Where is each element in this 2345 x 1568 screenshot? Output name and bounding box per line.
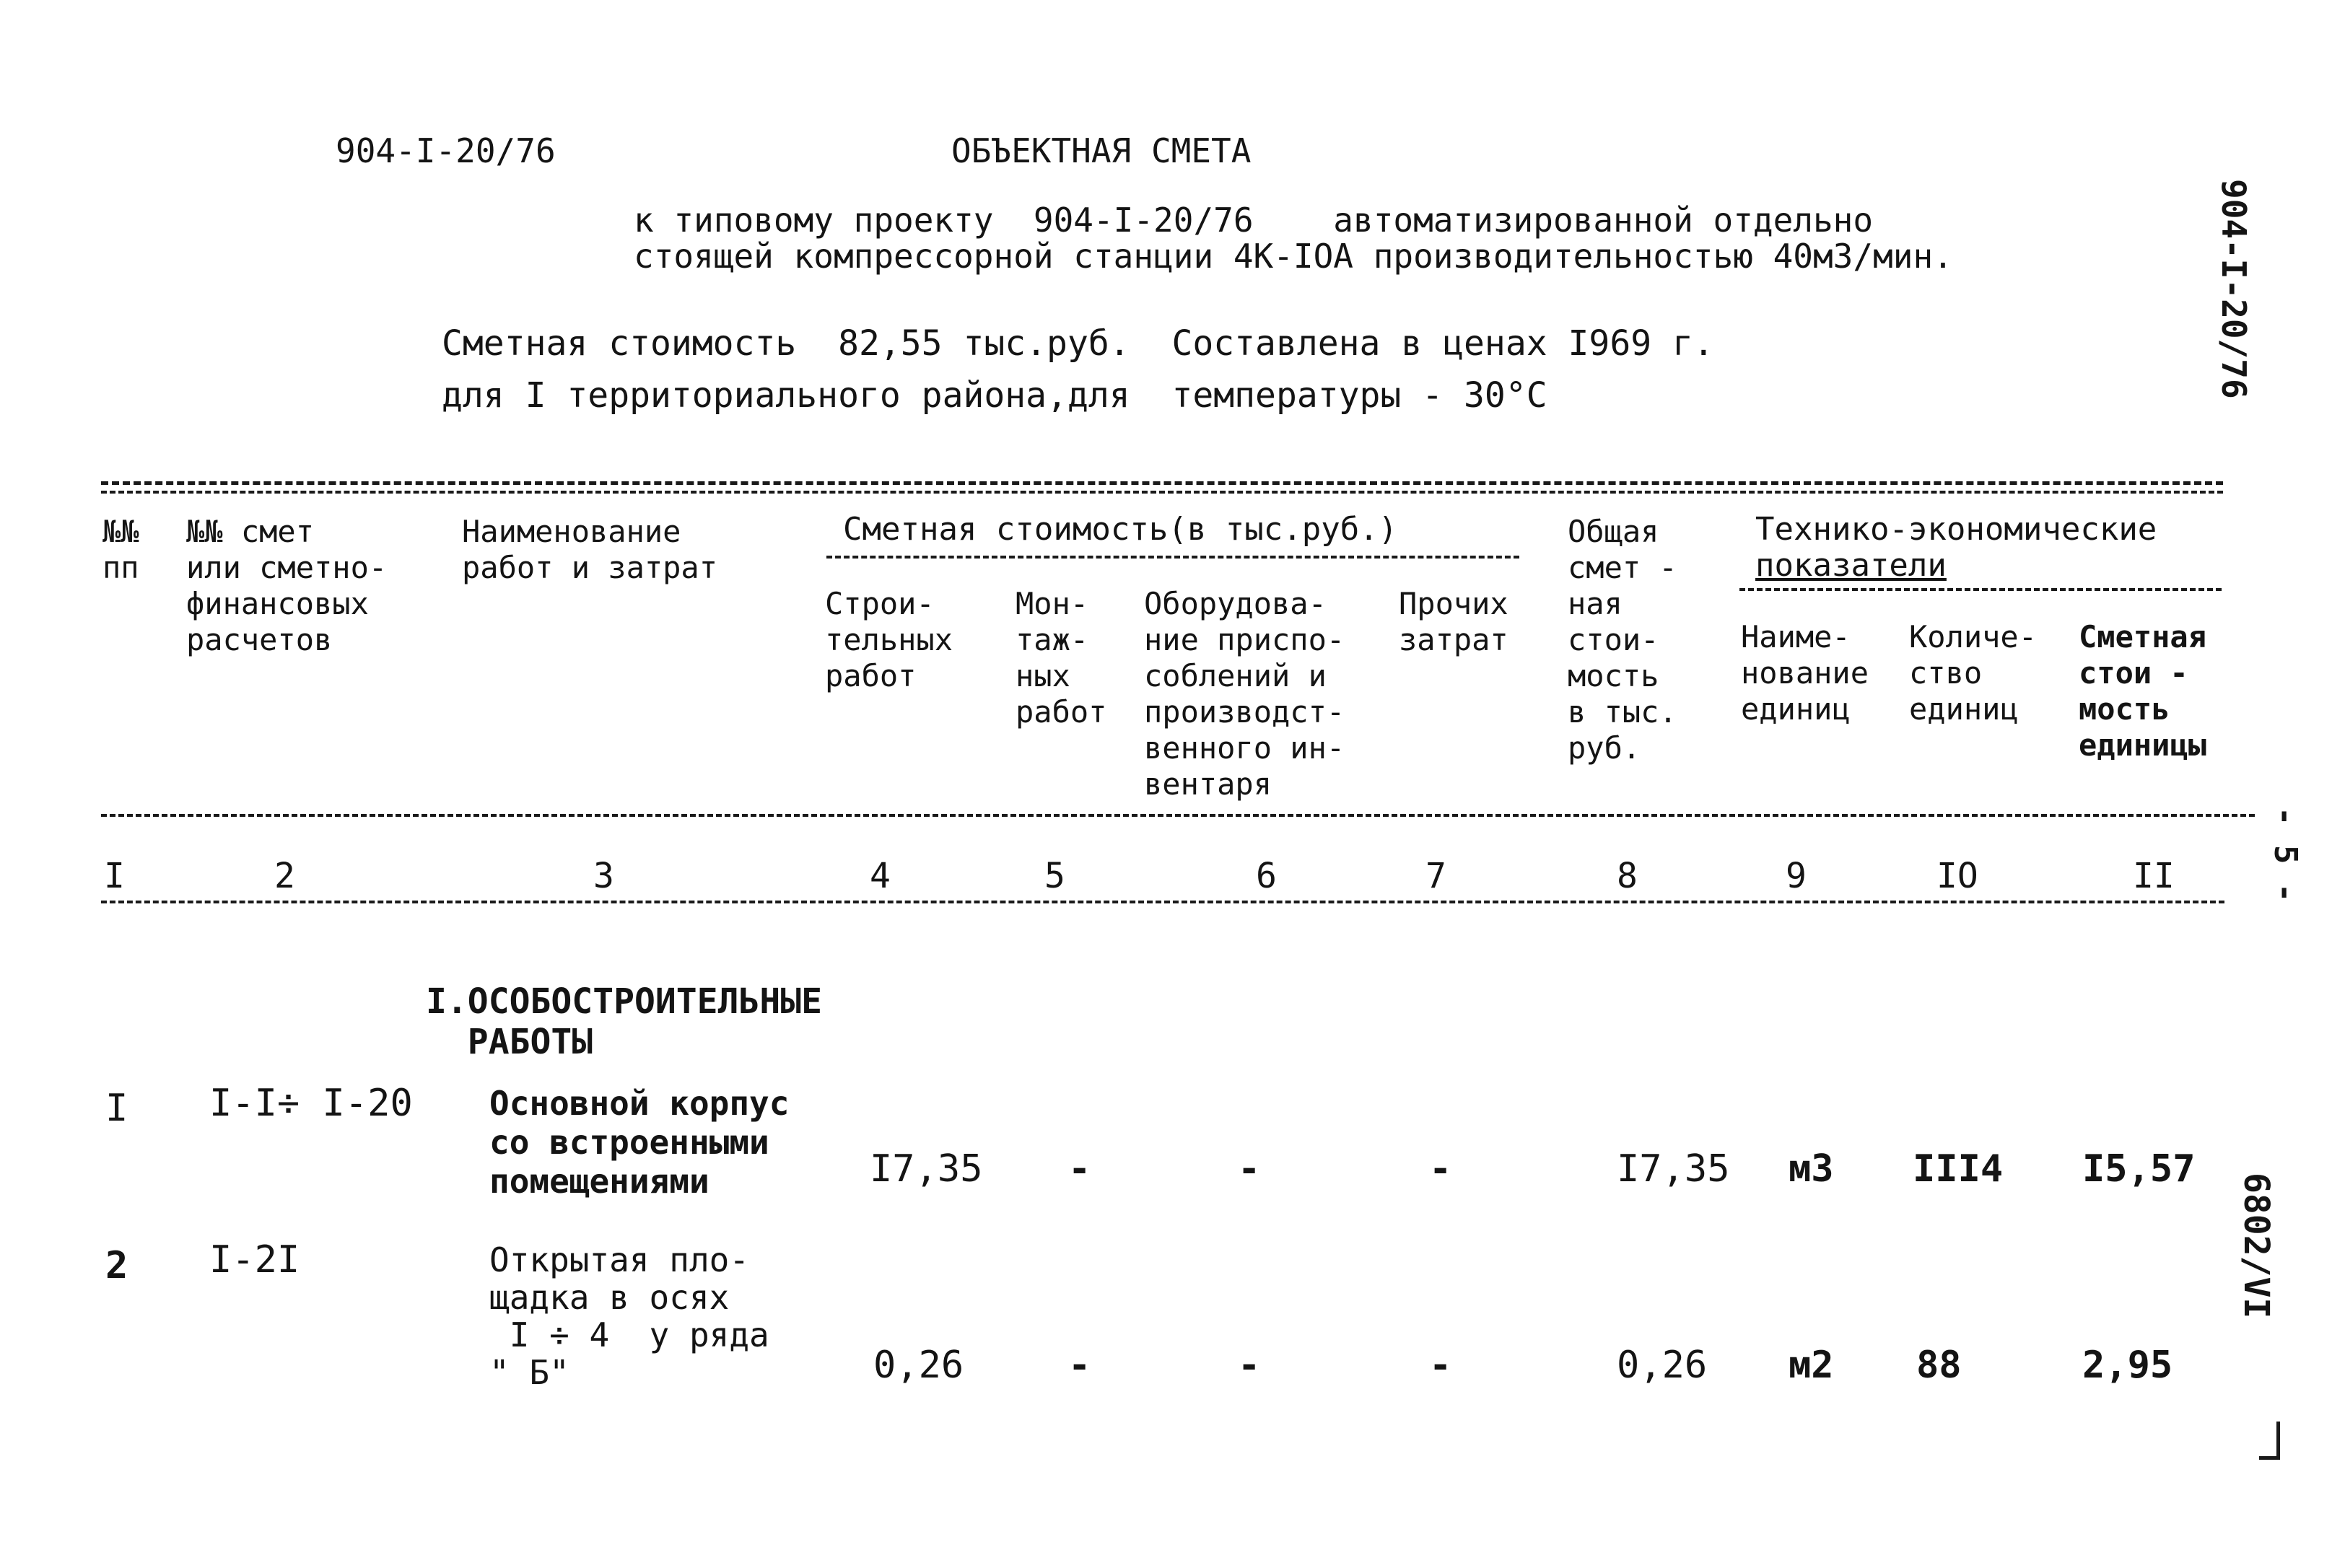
row2-construction: 0,26	[873, 1344, 964, 1387]
group-tech-rule	[1739, 588, 2222, 591]
sheet-code: 6802/VI	[2236, 1173, 2276, 1319]
table-top-rule	[101, 481, 2223, 485]
subtitle-line-1: к типовому проекту 904-I-20/76 автоматизированной отдельно	[634, 201, 1874, 240]
row1-total: I7,35	[1617, 1147, 1730, 1191]
subtitle-line-2: стоящей компрессорной станции 4К-IOА производительностью 40м3/мин.	[634, 237, 1953, 276]
corner-mark	[2259, 1422, 2280, 1460]
header-group-tech: Технико-экономические	[1755, 511, 2157, 548]
group-cost-rule	[826, 556, 1519, 559]
header-col5: Мон- таж- ных работ	[1016, 586, 1107, 730]
table-top-rule-2	[101, 491, 2223, 494]
row1-unit-cost: I5,57	[2082, 1147, 2196, 1191]
row2-equipment: -	[1238, 1344, 1261, 1387]
row2-num: 2	[105, 1244, 128, 1287]
margin-doc-code: 904-I-20/76	[2214, 179, 2253, 399]
header-bottom-rule	[101, 814, 2255, 817]
row1-installation: -	[1068, 1147, 1091, 1191]
header-col7: Прочих затрат	[1399, 586, 1508, 657]
header-col6: Оборудова- ние приспо- соблений и производст- венного ин- вентаря	[1144, 586, 1345, 802]
row2-name: Открытая пло- щадка в осях I ÷ 4 у ряда " Б"	[489, 1240, 769, 1392]
header-col8: Общая смет - ная стои- мость в тыс. руб.	[1568, 514, 1677, 766]
header-group-cost: Сметная стоимость(в тыс.руб.)	[843, 511, 1398, 548]
row2-unit-cost: 2,95	[2082, 1344, 2173, 1387]
colnum-10: IO	[1936, 856, 1978, 896]
page-number: - 5 -	[2267, 807, 2304, 903]
row1-other: -	[1429, 1147, 1452, 1191]
colnum-9: 9	[1786, 856, 1807, 896]
colnum-5: 5	[1044, 856, 1065, 896]
header-col1: №№ пп	[102, 514, 139, 585]
row1-unit: м3	[1789, 1147, 1834, 1191]
row1-estimate: I-I÷ I-20	[209, 1082, 413, 1125]
row2-quantity: 88	[1916, 1344, 1962, 1387]
row2-installation: -	[1068, 1344, 1091, 1387]
region-line: для I территориального района,для температуры - 30°С	[442, 375, 1547, 416]
colnum-4: 4	[870, 856, 891, 896]
colnum-8: 8	[1617, 856, 1638, 896]
header-col11: Сметная стои - мость единицы	[2079, 619, 2207, 763]
colnum-2: 2	[274, 856, 295, 896]
row2-estimate: I-2I	[209, 1238, 300, 1282]
colnum-3: 3	[593, 856, 614, 896]
row2-unit: м2	[1789, 1344, 1834, 1387]
row1-quantity: III4	[1913, 1147, 2004, 1191]
header-col10: Количе- ство единиц	[1909, 619, 2038, 727]
colnum-7: 7	[1425, 856, 1446, 896]
header-col4: Строи- тельных работ	[825, 586, 953, 693]
doc-code: 904-I-20/76	[336, 131, 556, 170]
colnum-11: II	[2133, 856, 2175, 896]
row1-construction: I7,35	[870, 1147, 983, 1191]
row1-equipment: -	[1238, 1147, 1261, 1191]
cost-line: Сметная стоимость 82,55 тыс.руб. Составлена в ценах I969 г.	[442, 323, 1714, 364]
header-col9: Наиме- нование единиц	[1741, 619, 1869, 727]
document-title: ОБЪЕКТНАЯ СМЕТА	[951, 131, 1252, 170]
colnum-rule	[101, 901, 2224, 903]
row2-other: -	[1429, 1344, 1452, 1387]
header-group-tech-2: показатели	[1755, 547, 1947, 584]
row2-total: 0,26	[1617, 1344, 1708, 1387]
section-title: I.ОСОБОСТРОИТЕЛЬНЫЕ РАБОТЫ	[426, 981, 823, 1062]
colnum-6: 6	[1256, 856, 1277, 896]
row1-num: I	[105, 1087, 128, 1130]
header-col3: Наименование работ и затрат	[462, 514, 718, 585]
colnum-1: I	[104, 856, 125, 896]
header-col2: №№ смет или сметно- финансовых расчетов	[186, 514, 388, 657]
row1-name: Основной корпус со встроенными помещениями	[489, 1084, 790, 1201]
